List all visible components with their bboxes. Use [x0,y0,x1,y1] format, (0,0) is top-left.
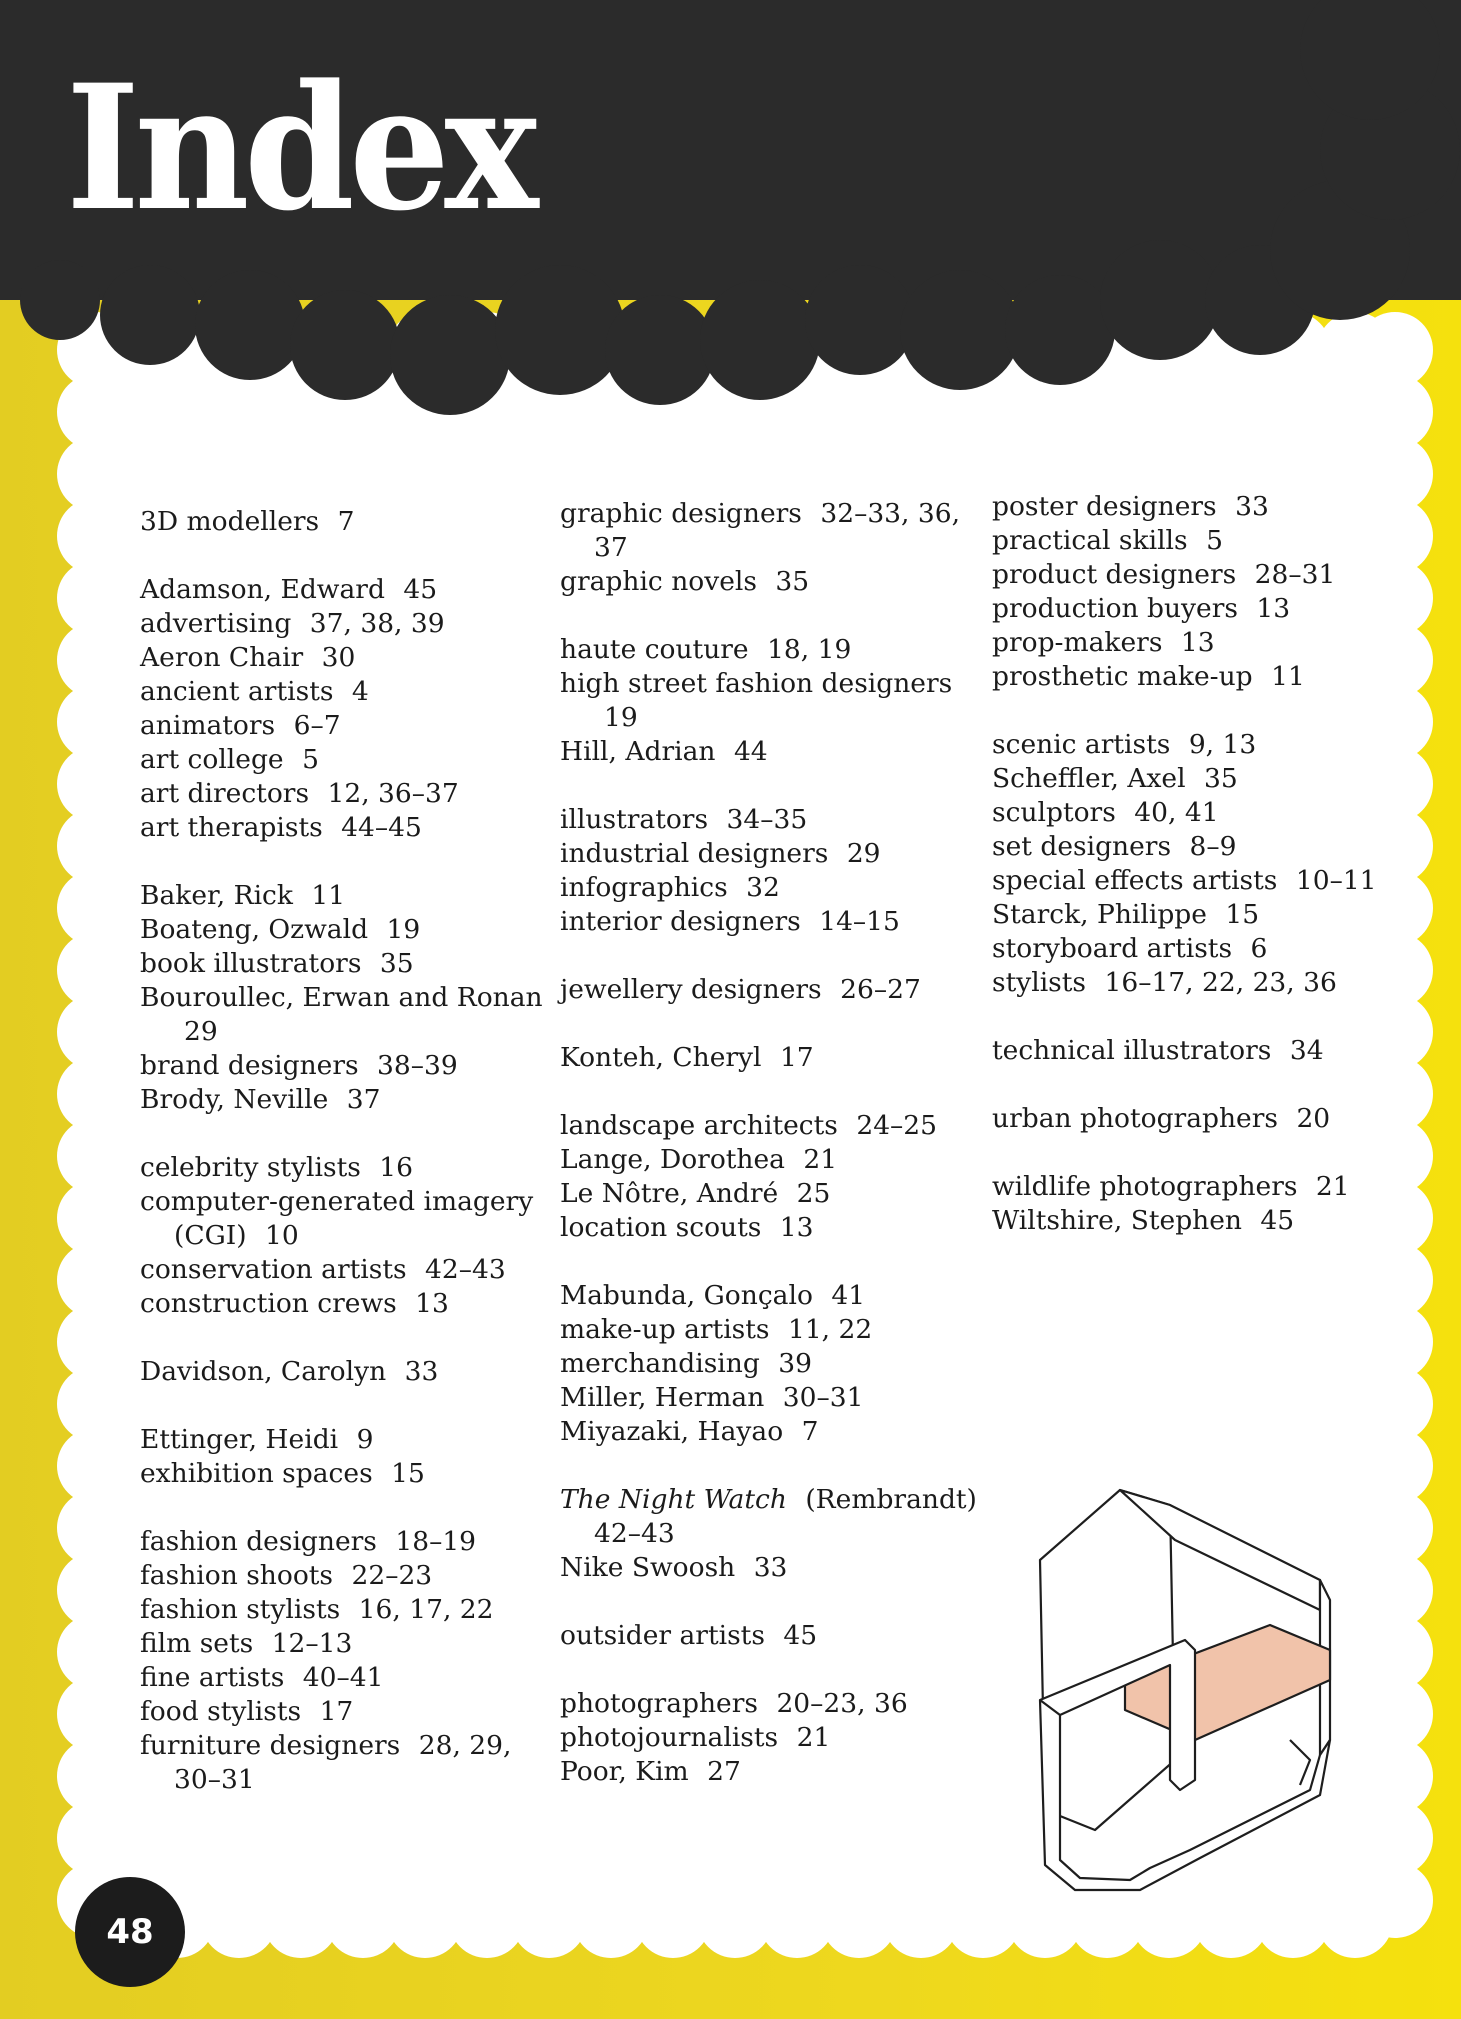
index-pages: 21 [803,1144,838,1175]
index-term: art therapists [140,812,323,843]
index-entry [992,1034,1392,1068]
index-entry [560,1143,980,1177]
index-term: advertising [140,608,292,639]
index-pages: 16 [379,1152,414,1183]
index-entry [140,743,550,777]
index-term: illustrators [560,804,709,835]
index-entry [140,607,550,641]
index-letter-group [560,1687,980,1789]
index-pages: 19 [386,914,421,945]
index-letter-group [560,1041,980,1075]
index-entry [560,633,980,667]
index-entry [560,1381,980,1415]
index-pages: 15 [1225,899,1260,930]
index-term: Boateng, Ozwald [140,914,369,945]
index-letter-group [992,1170,1392,1238]
index-letter-group [992,1034,1392,1068]
index-term: computer-generated imagery (CGI) [140,1186,534,1251]
index-entry [140,1661,550,1695]
index-term: Nike Swoosh [560,1552,736,1583]
index-term: Ettinger, Heidi [140,1424,339,1455]
index-term: Davidson, Carolyn [140,1356,387,1387]
index-letter-group [560,1483,980,1585]
index-letter-group [992,728,1392,1000]
index-term: exhibition spaces [140,1458,373,1489]
index-entry [560,1551,980,1585]
index-pages: 7 [337,506,355,537]
index-entry [560,497,980,565]
index-entry [560,871,980,905]
index-term: photographers [560,1688,758,1719]
index-term: outsider artists [560,1620,765,1651]
index-pages: 16, 17, 22 [358,1594,494,1625]
index-entry [992,762,1392,796]
index-entry [560,565,980,599]
index-term: Miyazaki, Hayao [560,1416,784,1447]
index-letter-group [560,497,980,599]
index-pages: 44 [733,736,768,767]
index-term: production buyers [992,593,1238,624]
index-term: food stylists [140,1696,302,1727]
index-term: Lange, Dorothea [560,1144,785,1175]
index-pages: 45 [783,1620,818,1651]
index-pages: 41 [831,1280,866,1311]
index-term: wildlife photographers [992,1171,1298,1202]
index-entry [140,1287,550,1321]
index-entry [140,1355,550,1389]
index-term: furniture designers [140,1730,401,1761]
index-term: Brody, Neville [140,1084,329,1115]
index-term: industrial designers [560,838,829,869]
index-term: poster designers [992,491,1217,522]
index-pages: 6 [1250,933,1268,964]
index-entry [992,1170,1392,1204]
index-term: construction crews [140,1288,397,1319]
index-column-2 [560,497,980,1823]
index-entry [140,1083,550,1117]
index-entry [992,626,1392,660]
index-entry [140,1185,550,1253]
index-term: celebrity stylists [140,1152,361,1183]
index-term: Starck, Philippe [992,899,1207,930]
index-entry [560,1313,980,1347]
index-entry [140,1695,550,1729]
index-pages: 13 [1256,593,1291,624]
index-pages: 33 [404,1356,439,1387]
index-term: graphic novels [560,566,757,597]
index-pages: 9 [356,1424,374,1455]
index-pages: 5 [1206,525,1223,556]
index-term: The Night Watch [560,1484,787,1515]
index-entry [140,675,550,709]
index-term: Baker, Rick [140,880,293,911]
index-entry [560,1109,980,1143]
index-pages: 21 [796,1722,831,1753]
index-entry [140,709,550,743]
index-pages: 25 [796,1178,831,1209]
index-pages: 17 [319,1696,354,1727]
index-entry [560,1041,980,1075]
index-column-1 [140,505,550,1831]
index-entry [992,728,1392,762]
index-entry [560,905,980,939]
index-term: prop-makers [992,627,1163,658]
index-entry [140,505,550,539]
index-entry [140,1559,550,1593]
index-term: 3D modellers [140,506,320,537]
index-entry [992,898,1392,932]
index-pages: 21 [1315,1171,1350,1202]
index-term: ancient artists [140,676,334,707]
index-term: fine artists [140,1662,285,1693]
index-term: merchandising [560,1348,760,1379]
index-entry [140,947,550,981]
index-pages: 28, 29, 30–31 [174,1730,512,1795]
index-term: book illustrators [140,948,362,979]
index-entry [992,932,1392,966]
index-pages: 24–25 [856,1110,938,1141]
index-letter-group [560,973,980,1007]
index-term: Scheffler, Axel [992,763,1186,794]
index-pages: 11 [1271,661,1305,692]
index-term: Wiltshire, Stephen [992,1205,1242,1236]
index-term: technical illustrators [992,1035,1272,1066]
index-pages: 45 [1260,1205,1295,1236]
index-pages: 17 [779,1042,814,1073]
index-entry [140,777,550,811]
index-term: scenic artists [992,729,1171,760]
index-letter-group [140,1355,550,1389]
index-entry [140,1593,550,1627]
index-term: storyboard artists [992,933,1233,964]
index-entry [992,1204,1392,1238]
index-letter-group [560,1279,980,1449]
index-entry [140,573,550,607]
index-entry [560,1177,980,1211]
index-entry [560,1619,980,1653]
index-pages: 28–31 [1254,559,1336,590]
index-pages: 11 [311,880,346,911]
index-pages: 13 [415,1288,449,1319]
index-pages: 8–9 [1189,831,1237,862]
index-letter-group [140,573,550,845]
index-term: set designers [992,831,1172,862]
index-term: sculptors [992,797,1116,828]
index-term: brand designers [140,1050,359,1081]
index-pages: 37 [346,1084,381,1115]
index-entry [560,1755,980,1789]
index-term: make-up artists [560,1314,770,1345]
index-pages: 5 [302,744,319,775]
index-pages: 34 [1289,1035,1324,1066]
index-term: Adamson, Edward [140,574,385,605]
page-number: 48 [75,1877,185,1987]
index-letter-group [560,1109,980,1245]
index-pages: 10 [265,1220,299,1251]
index-entry [140,641,550,675]
index-pages: 35 [379,948,414,979]
index-term: film sets [140,1628,254,1659]
index-pages: 35 [775,566,810,597]
index-term: Konteh, Cheryl [560,1042,762,1073]
index-entry [140,1627,550,1661]
index-entry [560,1483,980,1551]
index-letter-group [140,1423,550,1491]
index-letter-group [140,1151,550,1321]
index-term: stylists [992,967,1087,998]
index-letter-group [992,1102,1392,1136]
index-letter-group [560,633,980,769]
index-term: Poor, Kim [560,1756,689,1787]
index-pages: 34–35 [726,804,808,835]
index-entry [140,1253,550,1287]
index-term: prosthetic make-up [992,661,1253,692]
index-entry [140,879,550,913]
index-entry [992,558,1392,592]
index-pages: 33 [1235,491,1269,522]
index-pages: 15 [391,1458,425,1489]
index-pages: 32 [746,872,780,903]
index-entry [140,1525,550,1559]
index-pages: 33 [753,1552,788,1583]
index-pages: 16–17, 22, 23, 36 [1104,967,1337,998]
index-entry [560,973,980,1007]
index-term: practical skills [992,525,1188,556]
index-pages: 11, 22 [787,1314,873,1345]
index-term: infographics [560,872,728,903]
index-pages: 26–27 [840,974,921,1005]
index-pages: 9, 13 [1188,729,1257,760]
index-entry [560,735,980,769]
index-term: high street fashion designers [560,668,953,699]
index-letter-group [140,879,550,1117]
index-letter-group [560,1619,980,1653]
index-entry [560,1721,980,1755]
index-term: urban photographers [992,1103,1278,1134]
index-term: jewellery designers [560,974,822,1005]
index-entry [560,1347,980,1381]
index-pages: 45 [403,574,438,605]
index-entry [992,490,1392,524]
index-pages: 29 [846,838,881,869]
index-pages: 27 [707,1756,741,1787]
index-pages: 4 [351,676,369,707]
index-term: art college [140,744,284,775]
index-letter-group [560,803,980,939]
index-pages: 10–11 [1295,865,1377,896]
index-pages: 13 [779,1212,814,1243]
index-term: graphic designers [560,498,802,529]
index-entry [140,1457,550,1491]
index-pages: 14–15 [819,906,900,937]
index-pages: 12, 36–37 [327,778,459,809]
index-term: Miller, Herman [560,1382,765,1413]
index-letter-group [140,505,550,539]
index-entry [992,796,1392,830]
index-letter-group [992,490,1392,694]
index-pages: 40, 41 [1134,797,1219,828]
index-term: Le Nôtre, André [560,1178,779,1209]
index-pages: 42–43 [425,1254,506,1285]
index-term: art directors [140,778,310,809]
index-pages: 37, 38, 39 [309,608,445,639]
index-pages: 38–39 [377,1050,458,1081]
index-pages: 30–31 [782,1382,864,1413]
index-term: special effects artists [992,865,1278,896]
index-pages: 13 [1180,627,1215,658]
index-entry [560,837,980,871]
index-pages: 40–41 [302,1662,384,1693]
index-letter-group [140,1525,550,1797]
index-pages: 19 [604,702,638,733]
index-entry [992,966,1392,1000]
index-pages: 6–7 [293,710,341,741]
index-entry [992,660,1392,694]
index-term: animators [140,710,276,741]
index-pages: 44–45 [341,812,422,843]
index-entry [992,864,1392,898]
index-term: Mabunda, Gonçalo [560,1280,813,1311]
index-entry [992,524,1392,558]
index-entry [140,1151,550,1185]
index-term: location scouts [560,1212,762,1243]
index-pages: 32–33, 36, 37 [594,498,961,563]
index-term: fashion stylists [140,1594,341,1625]
index-term: photojournalists [560,1722,779,1753]
index-term: interior designers [560,906,801,937]
index-term: Hill, Adrian [560,736,716,767]
index-entry [560,1415,980,1449]
index-term: fashion designers [140,1526,377,1557]
index-column-3 [992,490,1392,1272]
index-pages: 18, 19 [767,634,852,665]
index-term: product designers [992,559,1237,590]
index-pages: 7 [801,1416,819,1447]
index-pages: 20–23, 36 [776,1688,908,1719]
index-pages: 35 [1204,763,1238,794]
index-term: conservation artists [140,1254,407,1285]
index-entry [992,830,1392,864]
index-pages: 30 [321,642,356,673]
index-pages: 22–23 [351,1560,433,1591]
index-entry [140,1729,550,1797]
index-entry [140,981,550,1049]
index-pages: 12–13 [271,1628,353,1659]
index-entry [140,913,550,947]
index-pages: 20 [1296,1103,1331,1134]
index-pages: 29 [184,1016,218,1047]
index-entry [560,1279,980,1313]
index-term: haute couture [560,634,749,665]
index-entry [992,1102,1392,1136]
index-pages: (Rembrandt) 42–43 [594,1484,977,1549]
index-entry [140,811,550,845]
page-title: Index [66,46,534,249]
index-term: Bouroullec, Erwan and Ronan [140,982,543,1013]
index-entry [140,1423,550,1457]
index-term: Aeron Chair [140,642,304,673]
index-pages: 18–19 [395,1526,477,1557]
index-entry [560,803,980,837]
index-entry [140,1049,550,1083]
index-pages: 39 [778,1348,812,1379]
index-entry [560,1211,980,1245]
index-entry [992,592,1392,626]
index-entry [560,1687,980,1721]
index-term: landscape architects [560,1110,838,1141]
index-term: fashion shoots [140,1560,334,1591]
index-entry [560,667,980,735]
